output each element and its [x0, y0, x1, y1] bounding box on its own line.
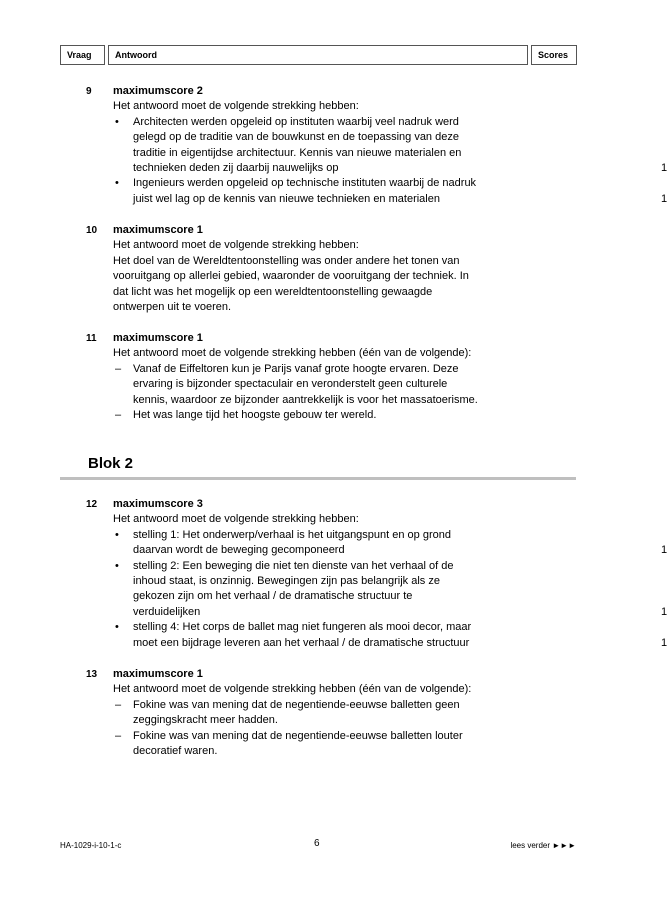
section-title: Blok 2: [88, 455, 134, 472]
max-score-heading: maximumscore 3: [113, 498, 203, 510]
max-score-heading: maximumscore 1: [113, 668, 203, 680]
page-number: 6: [314, 838, 320, 849]
bullet-marker: •: [115, 177, 119, 190]
max-score-heading: maximumscore 1: [113, 224, 203, 236]
answer-body: [113, 331, 543, 423]
answer-item: [113, 729, 543, 760]
answer-text-line: Het antwoord moet de volgende strekking hebben:: [113, 239, 359, 252]
answer-text-line: Het doel van de Wereldtentoonstelling was onder andere het tonen van: [113, 254, 460, 267]
answer-item-line: stelling 2: Een beweging die niet ten dienste van het verhaal of de: [133, 559, 454, 572]
answer-item-line: moet een bijdrage leveren aan het verhaal / de dramatische structuur: [133, 636, 470, 649]
answer-item-line: Architecten werden opgeleid op instituten waarbij veel nadruk werd: [133, 115, 459, 128]
page-footer: [0, 838, 636, 854]
question-number: 11: [86, 333, 97, 344]
dash-marker: –: [115, 698, 122, 711]
question-number: 12: [86, 499, 98, 510]
bullet-marker: •: [115, 559, 119, 572]
question-number: 13: [86, 669, 98, 680]
item-score: 1: [661, 192, 667, 205]
answer-text-line: ontwerpen uit te voeren.: [113, 301, 232, 314]
answer-body: [113, 223, 543, 315]
answer-body: [113, 667, 543, 759]
continue-label: lees verder ►►►: [510, 841, 576, 850]
header-scores: Scores: [531, 45, 577, 65]
max-score-heading: maximumscore 2: [113, 85, 203, 97]
max-score-heading: maximumscore 1: [113, 332, 203, 344]
answer-text-line: Het antwoord moet de volgende strekking hebben:: [113, 100, 359, 113]
item-score: 1: [661, 162, 667, 174]
header-antwoord: Antwoord: [108, 45, 528, 65]
document-code: HA-1029-i-10-1-c: [60, 841, 122, 850]
answer-item-line: Het was lange tijd het hoogste gebouw ter wereld.: [133, 409, 377, 422]
answer-text-line: Het antwoord moet de volgende strekking hebben:: [113, 513, 359, 526]
dash-marker: –: [115, 729, 122, 742]
answer-item-line: gelegd op de traditie van de bouwkunst en de toepassing van deze: [133, 131, 459, 144]
bullet-marker: •: [115, 528, 119, 541]
answer-item-line: ervaring is bijzonder spectaculair en veronderstelt geen culturele: [133, 378, 448, 391]
answer-item-line: gekozen zijn om het verhaal / de dramatische structuur te: [133, 590, 413, 603]
answer-item-line: traditie in eigentijdse architectuur. Kennis van nieuwe materialen en: [133, 146, 462, 159]
answer-item: [113, 408, 543, 423]
answer-item: [113, 620, 667, 651]
answer-item-line: inhoud staat, is onzinnig. Bewegingen zijn pas belangrijk als ze: [133, 575, 440, 588]
item-score: 1: [661, 544, 667, 557]
answer-item-line: decoratief waren.: [133, 745, 218, 758]
answer-item: [113, 528, 667, 559]
bullet-marker: •: [115, 115, 119, 128]
question-number: 10: [86, 225, 98, 236]
answer-item-line: kennis, waardoor ze bijzonder aantrekkelijk is voor het massatoerisme.: [133, 393, 478, 406]
answer-text-line: vooruitgang op allerlei gebied, waaronder de vooruitgang der techniek. In: [113, 270, 469, 283]
answer-item: [113, 698, 543, 729]
answer-item-line: Fokine was van mening dat de negentiende-eeuwse balletten geen: [133, 698, 460, 711]
answer-text-line: Het antwoord moet de volgende strekking hebben (één van de volgende):: [113, 683, 472, 696]
dash-marker: –: [115, 409, 122, 422]
answer-table-header: [60, 45, 577, 65]
question-number: 9: [86, 86, 92, 97]
answer-item-line: Vanaf de Eiffeltoren kun je Parijs vanaf grote hoogte ervaren. Deze: [133, 362, 459, 375]
answer-item-line: Fokine was van mening dat de negentiende-eeuwse balletten louter: [133, 729, 463, 742]
answer-text-line: dat licht was het mogelijk op een wereldtentoonstelling gewaagde: [113, 285, 433, 298]
answer-item-line: Ingenieurs werden opgeleid op technische instituten waarbij de nadruk: [133, 177, 477, 190]
bullet-marker: •: [115, 621, 119, 634]
answer-item-line: juist wel lag op de kennis van nieuwe technieken en materialen: [133, 192, 440, 205]
answer-item: [113, 176, 667, 207]
answer-item-line: verduidelijken: [133, 605, 201, 618]
answer-body: [113, 497, 667, 651]
item-score: 1: [661, 636, 667, 649]
answer-item-line: daarvan wordt de beweging gecomponeerd: [133, 544, 345, 557]
dash-marker: –: [115, 362, 122, 375]
answer-item-line: zeggingskracht meer hadden.: [133, 714, 278, 727]
answer-body: [113, 84, 667, 207]
answer-item: [113, 362, 543, 408]
section-divider: [60, 477, 576, 480]
answer-text-line: Het antwoord moet de volgende strekking hebben (één van de volgende):: [113, 347, 472, 360]
answer-item-line: stelling 1: Het onderwerp/verhaal is het uitgangspunt en op grond: [133, 528, 451, 541]
answer-item: [113, 559, 667, 621]
answer-item-line: stelling 4: Het corps de ballet mag niet fungeren als mooi decor, maar: [133, 621, 472, 634]
item-score: 1: [661, 605, 667, 618]
header-vraag: Vraag: [60, 45, 105, 65]
answer-item-line: technieken deden zij daarbij nauwelijks op: [133, 162, 339, 175]
answer-item: [113, 115, 667, 177]
